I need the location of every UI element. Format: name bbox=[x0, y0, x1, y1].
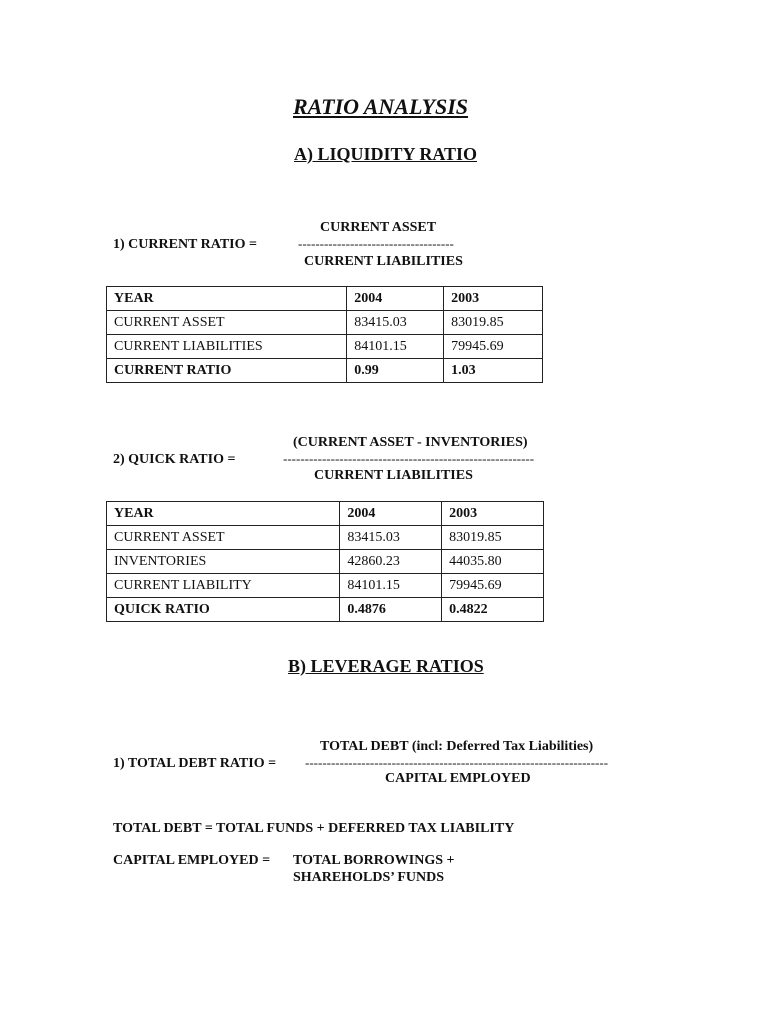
table-row bbox=[107, 526, 544, 550]
table-header-cell: 2004 bbox=[347, 287, 444, 311]
table-cell: 83415.03 bbox=[340, 526, 442, 550]
table-total-row bbox=[107, 359, 543, 383]
table-cell: 79945.69 bbox=[444, 335, 543, 359]
table-row bbox=[107, 311, 543, 335]
table-cell: 44035.80 bbox=[442, 550, 544, 574]
table-header-cell: 2003 bbox=[442, 502, 544, 526]
total-debt-ratio-denominator: CAPITAL EMPLOYED bbox=[385, 771, 531, 786]
table-header-cell: 2004 bbox=[340, 502, 442, 526]
section-heading-leverage: B) LEVERAGE RATIOS bbox=[288, 656, 484, 676]
total-debt-definition: TOTAL DEBT = TOTAL FUNDS + DEFERRED TAX LIABILITY bbox=[113, 821, 515, 836]
table-header-row bbox=[107, 502, 544, 526]
table-cell: 1.03 bbox=[444, 359, 543, 383]
current-ratio-numerator: CURRENT ASSET bbox=[320, 220, 437, 235]
quick-ratio-table bbox=[106, 501, 544, 622]
current-ratio-fraction-line: ------------------------------------ bbox=[298, 236, 454, 251]
capital-employed-line2: SHAREHOLDS’ FUNDS bbox=[293, 870, 445, 885]
quick-ratio-denominator: CURRENT LIABILITIES bbox=[314, 468, 473, 483]
table-cell: 0.4822 bbox=[442, 598, 544, 622]
table-row bbox=[107, 335, 543, 359]
capital-employed-line1: TOTAL BORROWINGS + bbox=[293, 853, 455, 868]
table-cell: 84101.15 bbox=[347, 335, 444, 359]
section-heading-liquidity: A) LIQUIDITY RATIO bbox=[294, 144, 478, 164]
current-ratio-denominator: CURRENT LIABILITIES bbox=[304, 254, 463, 269]
table-header-cell: YEAR bbox=[107, 287, 347, 311]
table-cell: 83415.03 bbox=[347, 311, 444, 335]
table-header-cell: 2003 bbox=[444, 287, 543, 311]
table-cell: 0.99 bbox=[347, 359, 444, 383]
table-cell: 42860.23 bbox=[340, 550, 442, 574]
table-cell: CURRENT RATIO bbox=[107, 359, 347, 383]
table-cell: CURRENT LIABILITIES bbox=[107, 335, 347, 359]
total-debt-ratio-label: 1) TOTAL DEBT RATIO = bbox=[113, 756, 277, 771]
table-cell: CURRENT ASSET bbox=[107, 526, 340, 550]
table-cell: 83019.85 bbox=[444, 311, 543, 335]
current-ratio-table bbox=[106, 286, 543, 383]
table-cell: CURRENT ASSET bbox=[107, 311, 347, 335]
table-cell: 79945.69 bbox=[442, 574, 544, 598]
table-cell: 84101.15 bbox=[340, 574, 442, 598]
table-row bbox=[107, 574, 544, 598]
table-header-row bbox=[107, 287, 543, 311]
capital-employed-label: CAPITAL EMPLOYED = bbox=[113, 853, 271, 868]
table-cell: 83019.85 bbox=[442, 526, 544, 550]
quick-ratio-fraction-line: ---------------------------------------------------------- bbox=[283, 451, 535, 466]
quick-ratio-label: 2) QUICK RATIO = bbox=[113, 452, 236, 467]
page-title: RATIO ANALYSIS bbox=[293, 94, 469, 119]
table-row bbox=[107, 550, 544, 574]
total-debt-ratio-fraction-line: ---------------------------------------------------------------------- bbox=[305, 755, 609, 770]
table-cell: CURRENT LIABILITY bbox=[107, 574, 340, 598]
table-cell: INVENTORIES bbox=[107, 550, 340, 574]
table-total-row bbox=[107, 598, 544, 622]
table-cell: QUICK RATIO bbox=[107, 598, 340, 622]
table-header-cell: YEAR bbox=[107, 502, 340, 526]
quick-ratio-numerator: (CURRENT ASSET - INVENTORIES) bbox=[293, 435, 528, 450]
current-ratio-label: 1) CURRENT RATIO = bbox=[113, 237, 257, 252]
total-debt-ratio-numerator: TOTAL DEBT (incl: Deferred Tax Liabilities) bbox=[320, 739, 594, 754]
table-cell: 0.4876 bbox=[340, 598, 442, 622]
